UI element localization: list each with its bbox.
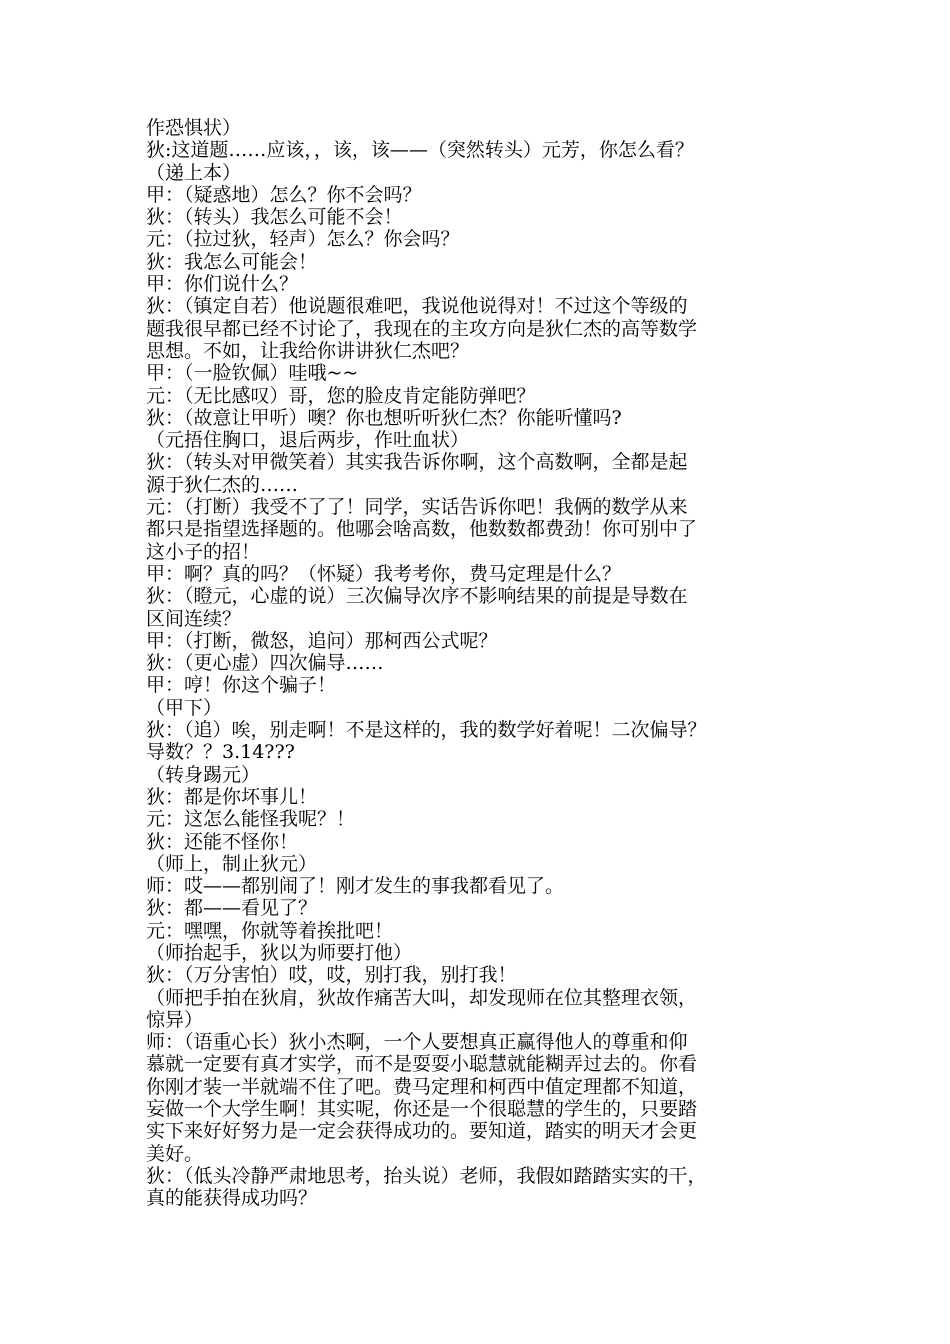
script-line: 元：（无比感叹）哥，您的脸皮肯定能防弹吧？ [146,384,536,407]
script-line: 狄：（转头对甲微笑着）其实我告诉你啊，这个高数啊，全都是起 [146,451,688,474]
script-line: 慕就一定要有真才实学，而不是耍耍小聪慧就能糊弄过去的。你看 [146,1053,698,1076]
script-line: （师抬起手，狄以为师要打他） [146,941,413,964]
script-line: 导数？？3.14??? [146,741,295,764]
script-line: 甲：你们说什么？ [146,273,299,296]
script-line: 狄：还能不怪你！ [146,830,299,853]
script-line: 狄：都是你坏事儿！ [146,785,318,808]
script-line: 狄：（追）唉，别走啊！不是这样的，我的数学好着呢！二次偏导？ [146,719,707,742]
script-line: 师：（语重心长）狄小杰啊，一个人要想真正赢得他人的尊重和仰 [146,1031,688,1054]
script-line: 元：（打断）我受不了了！同学，实话告诉你吧！我俩的数学从来 [146,496,688,519]
script-line: 狄：我怎么可能会！ [146,250,318,273]
script-line: （师把手拍在狄肩，狄故作痛苦大叫，却发现师在位其整理衣领， [146,986,698,1009]
script-line: 区间连续？ [146,607,242,630]
script-line: 甲：（打断，微怒，追问）那柯西公式呢？ [146,629,498,652]
script-line: 作恐惧状） [146,117,242,139]
script-line: 美好。 [146,1142,204,1165]
script-line: 真的能获得成功吗？ [146,1187,318,1210]
script-line: （元捂住胸口，退后两步，作吐血状） [146,429,470,452]
script-line: 狄：（镇定自若）他说题很难吧，我说他说得对！不过这个等级的 [146,295,688,318]
script-line: （甲下） [146,696,223,719]
script-line: （递上本） [146,161,242,184]
script-line: 甲：哼！你这个骗子！ [146,674,337,697]
script-line: 狄:这道题……应该，，该，该——（突然转头）元芳，你怎么看？ [146,139,694,162]
script-line: 师：哎——都别闹了！刚才发生的事我都看见了。 [146,875,565,898]
script-line: 甲：（疑惑地）怎么？你不会吗？ [146,183,422,206]
script-line: 思想。不如，让我给你讲讲狄仁杰吧？ [146,339,470,362]
script-line: 实下来好好努力是一定会获得成功的。要知道，踏实的明天才会更 [146,1120,698,1143]
script-line: 狄：（故意让甲听）噢？你也想听听狄仁杰？你能听懂吗? [146,406,622,429]
script-line: 源于狄仁杰的…… [146,473,299,496]
script-line: 你刚才装一半就端不住了吧。费马定理和柯西中值定理都不知道， [146,1075,698,1098]
script-line: 都只是指望选择题的。他哪会啥高数，他数数都费劲！你可别中了 [146,518,698,541]
script-body [146,117,826,1210]
script-line: 元：（拉过狄，轻声）怎么？你会吗？ [146,228,460,251]
script-line: 狄：（转头）我怎么可能不会！ [146,206,403,229]
script-line: （师上，制止狄元） [146,852,318,875]
script-line: 甲：啊？真的吗？（怀疑）我考考你，费马定理是什么？ [146,562,622,585]
script-line: 狄：（万分害怕）哎，哎，别打我，别打我！ [146,964,517,987]
script-line: 这小子的招！ [146,540,261,563]
script-line: 狄：（低头冷静严肃地思考，抬头说）老师，我假如踏踏实实的干， [146,1164,707,1187]
script-line: 狄：（瞪元，心虚的说）三次偏导次序不影响结果的前提是导数在 [146,585,688,608]
script-line: 惊异） [146,1008,204,1031]
script-line: 妄做一个大学生啊！其实呢，你还是一个很聪慧的学生的，只要踏 [146,1098,698,1121]
script-line: （转身踢元） [146,763,261,786]
script-line: 狄：（更心虚）四次偏导…… [146,652,384,675]
script-line: 甲：（一脸钦佩）哇哦~~ [146,362,359,385]
script-line: 元：这怎么能怪我呢？！ [146,808,356,831]
script-line: 题我很早都已经不讨论了，我现在的主攻方向是狄仁杰的高等数学 [146,317,698,340]
script-line: 狄：都——看见了？ [146,897,318,920]
script-line: 元：嘿嘿，你就等着挨批吧！ [146,919,394,942]
